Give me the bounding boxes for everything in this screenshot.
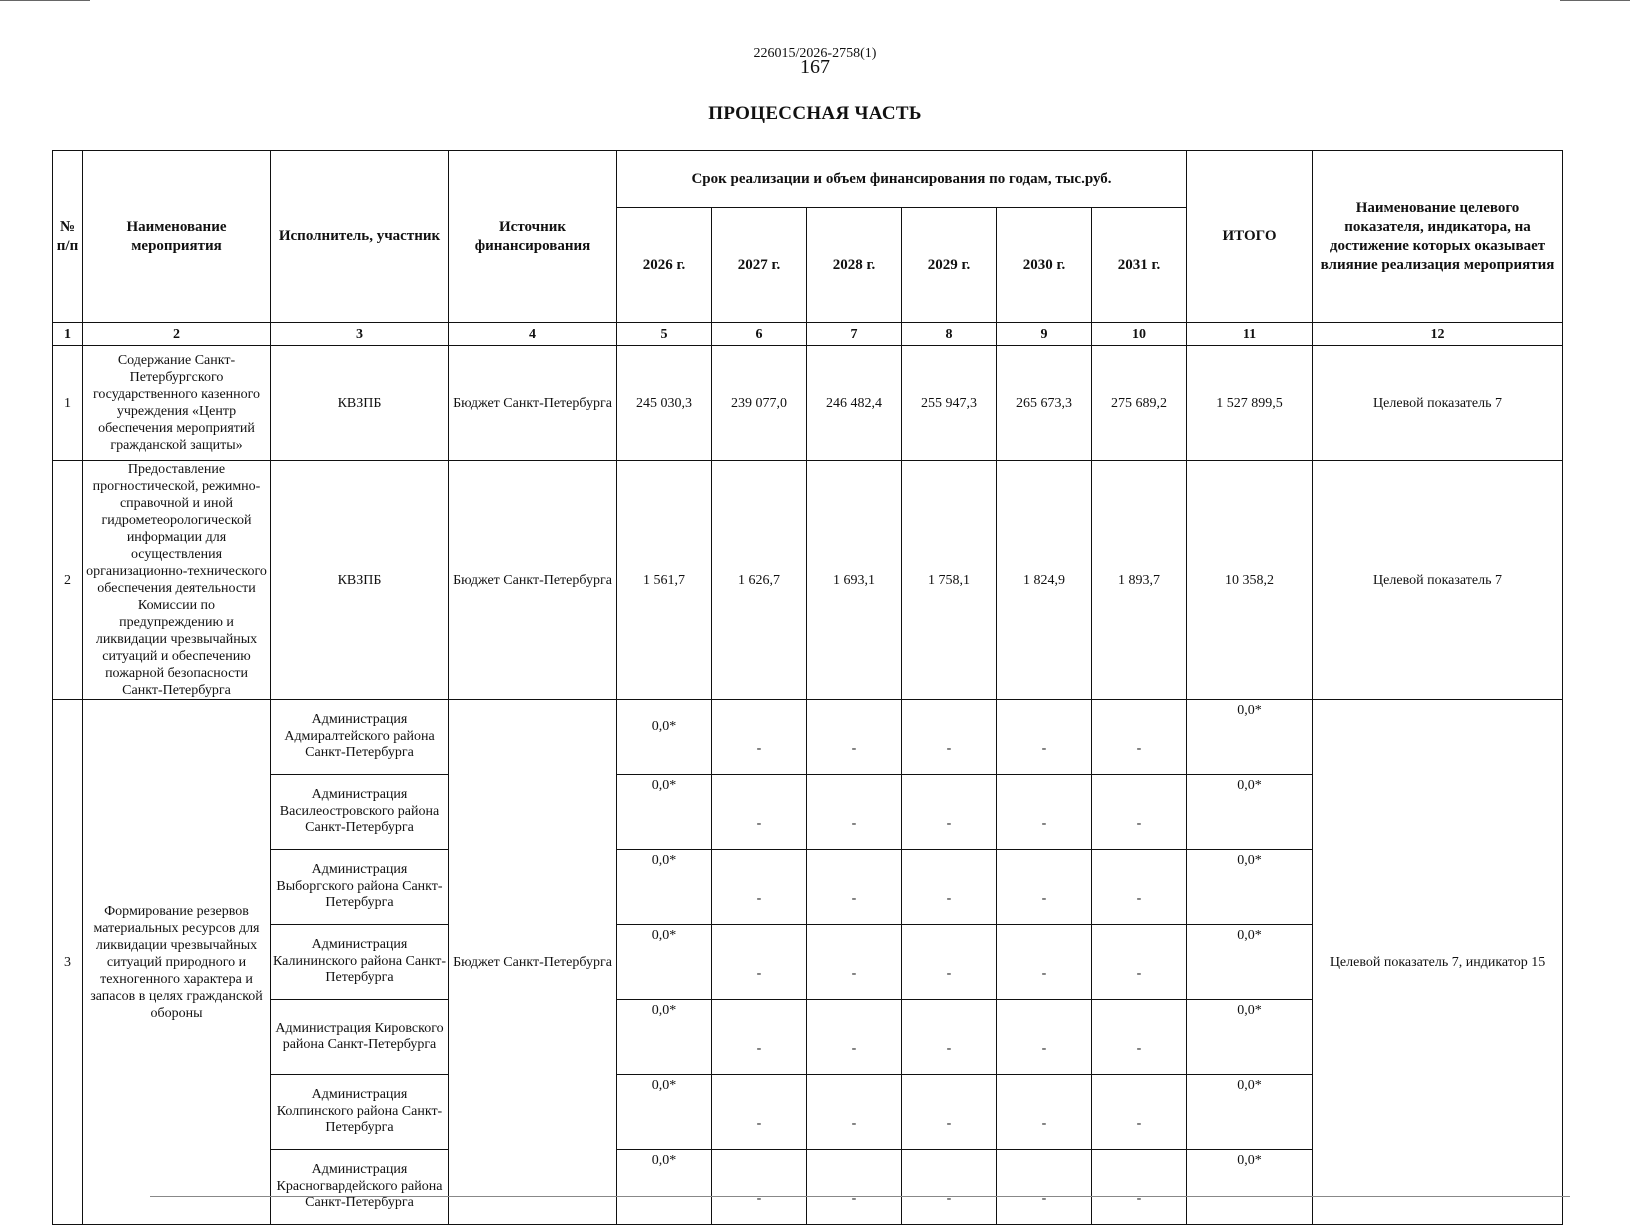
value-2028: - [807,1075,902,1150]
header-num: № п/п [53,151,83,323]
indicator: Целевой показатель 7 [1313,461,1563,700]
row-num: 2 [53,461,83,700]
header-name: Наименование мероприятия [83,151,271,323]
value-total: 0,0* [1187,775,1313,850]
value-2027: - [712,700,807,775]
value-2027: - [712,1000,807,1075]
value-2027: - [712,925,807,1000]
table-row [53,461,1563,700]
value-total: 0,0* [1187,1150,1313,1225]
value-2031: - [1092,850,1187,925]
value-2030: - [997,1150,1092,1225]
value-2031: - [1092,925,1187,1000]
column-number: 2 [83,323,271,346]
value-2028: - [807,850,902,925]
scan-edge-line [1560,0,1630,1]
value-2029: 255 947,3 [902,346,997,461]
value-2027: - [712,775,807,850]
value-2031: - [1092,1000,1187,1075]
funding-source: Бюджет Санкт-Петербурга [449,346,617,461]
value-2026: 0,0* [617,1150,712,1225]
activity-name: Содержание Санкт-Петербургского государственного казенного учреждения «Центр обеспечения мероприятий гражданской защиты» [83,346,271,461]
value-2026: 0,0* [617,850,712,925]
scan-edge-line [150,1196,1570,1197]
funding-source: Бюджет Санкт-Петербурга [449,700,617,1225]
value-2027: - [712,1075,807,1150]
value-2029: - [902,925,997,1000]
table-row [53,700,1563,775]
value-2026: 0,0* [617,700,712,775]
header-year: 2031 г. [1092,208,1187,323]
participant: Администрация Выборгского района Санкт-Петербурга [271,850,449,925]
value-2031: 1 893,7 [1092,461,1187,700]
value-2031: - [1092,1075,1187,1150]
participant: Администрация Кировского района Санкт-Петербурга [271,1000,449,1075]
value-2029: 1 758,1 [902,461,997,700]
column-number: 7 [807,323,902,346]
value-2028: - [807,1150,902,1225]
value-2030: - [997,775,1092,850]
value-2026: 245 030,3 [617,346,712,461]
value-2028: - [807,775,902,850]
value-2027: 239 077,0 [712,346,807,461]
participant: Администрация Василеостровского района Санкт-Петербурга [271,775,449,850]
header-year: 2030 г. [997,208,1092,323]
value-2029: - [902,700,997,775]
column-number: 12 [1313,323,1563,346]
executor: КВЗПБ [271,346,449,461]
header-executor: Исполнитель, участник [271,151,449,323]
value-2026: 0,0* [617,1000,712,1075]
value-2027: - [712,1150,807,1225]
column-number: 1 [53,323,83,346]
value-total: 0,0* [1187,1000,1313,1075]
value-2030: - [997,1075,1092,1150]
value-2029: - [902,775,997,850]
header-year: 2026 г. [617,208,712,323]
indicator: Целевой показатель 7, индикатор 15 [1313,700,1563,1225]
header-total: ИТОГО [1187,151,1313,323]
column-number: 10 [1092,323,1187,346]
value-total: 0,0* [1187,850,1313,925]
value-total: 0,0* [1187,700,1313,775]
row-num: 1 [53,346,83,461]
activity-name: Предоставление прогностической, режимно-справочной и иной гидрометеорологической информации для осуществления организационно-технического обеспечения деятельности Комиссии по предупреждению и ликвидации чрезвычайных ситуаций и обеспечению пожарной безопасности Санкт-Петербурга [83,461,271,700]
value-2029: - [902,850,997,925]
value-2027: 1 626,7 [712,461,807,700]
header-indicator: Наименование целевого показателя, индикатора, на достижение которых оказывает влияние реализация мероприятия [1313,151,1563,323]
table-row [53,346,1563,461]
scan-edge-line [0,0,90,1]
value-2026: 0,0* [617,1075,712,1150]
header-year: 2027 г. [712,208,807,323]
page-title: ПРОЦЕССНАЯ ЧАСТЬ [708,103,922,124]
value-2026: 0,0* [617,925,712,1000]
value-2028: - [807,925,902,1000]
value-2030: - [997,1000,1092,1075]
header-year: 2028 г. [807,208,902,323]
value-2030: - [997,700,1092,775]
funding-source: Бюджет Санкт-Петербурга [449,461,617,700]
participant: Администрация Адмиралтейского района Санкт-Петербурга [271,700,449,775]
value-2027: - [712,850,807,925]
value-2030: - [997,925,1092,1000]
value-2029: - [902,1000,997,1075]
value-2031: - [1092,1150,1187,1225]
value-total: 10 358,2 [1187,461,1313,700]
column-number: 5 [617,323,712,346]
row-num: 3 [53,700,83,1225]
financing-table [52,150,1563,1225]
value-2029: - [902,1150,997,1225]
header-source: Источник финансирования [449,151,617,323]
value-2030: 1 824,9 [997,461,1092,700]
value-2028: 1 693,1 [807,461,902,700]
column-number-row [53,323,1563,346]
header-year: 2029 г. [902,208,997,323]
header-row [53,151,1563,208]
value-2030: 265 673,3 [997,346,1092,461]
activity-name: Формирование резервов материальных ресурсов для ликвидации чрезвычайных ситуаций природного и техногенного характера и запасов в целях гражданской обороны [83,700,271,1225]
executor: КВЗПБ [271,461,449,700]
indicator: Целевой показатель 7 [1313,346,1563,461]
column-number: 3 [271,323,449,346]
value-total: 0,0* [1187,925,1313,1000]
column-number: 9 [997,323,1092,346]
participant: Администрация Колпинского района Санкт-Петербурга [271,1075,449,1150]
value-2028: - [807,700,902,775]
value-2031: - [1092,775,1187,850]
value-2030: - [997,850,1092,925]
value-2031: 275 689,2 [1092,346,1187,461]
column-number: 11 [1187,323,1313,346]
participant: Администрация Красногвардейского района Санкт-Петербурга [271,1150,449,1225]
document-number: 226015/2026-2758(1) [753,46,877,61]
value-total: 1 527 899,5 [1187,346,1313,461]
value-total: 0,0* [1187,1075,1313,1150]
header-period: Срок реализации и объем финансирования по годам, тыс.руб. [617,151,1187,208]
value-2028: - [807,1000,902,1075]
column-number: 4 [449,323,617,346]
value-2026: 0,0* [617,775,712,850]
column-number: 6 [712,323,807,346]
page-number: 167 [800,56,830,78]
column-number: 8 [902,323,997,346]
value-2026: 1 561,7 [617,461,712,700]
participant: Администрация Калининского района Санкт-Петербурга [271,925,449,1000]
value-2028: 246 482,4 [807,346,902,461]
value-2031: - [1092,700,1187,775]
value-2029: - [902,1075,997,1150]
